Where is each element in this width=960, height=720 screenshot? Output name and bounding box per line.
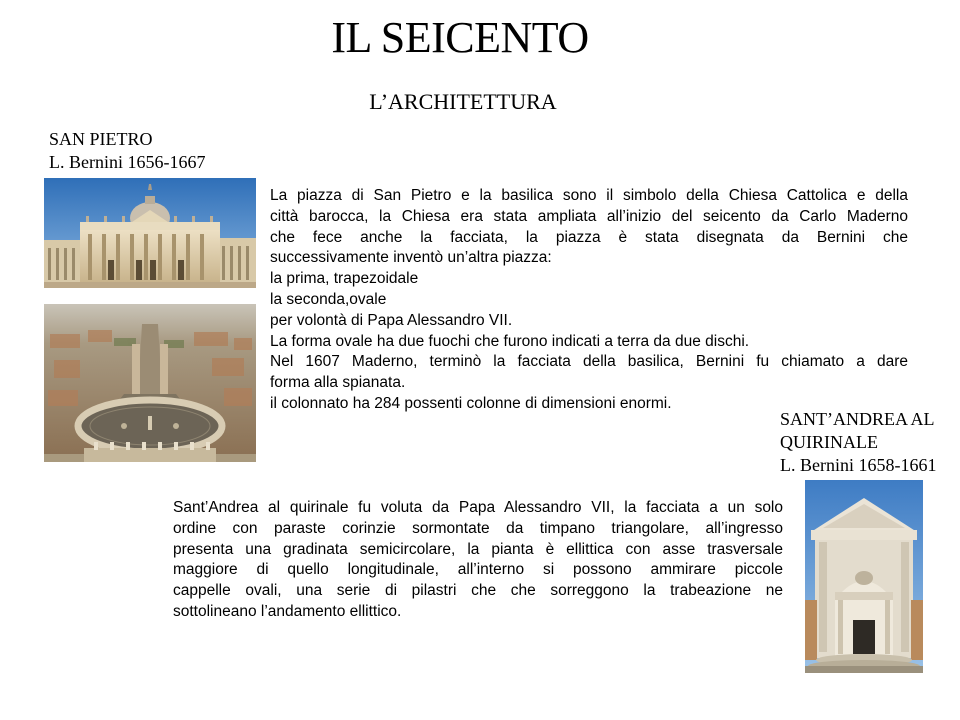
san-pietro-caption-author: L. Bernini 1656-1667 bbox=[49, 152, 206, 172]
santandrea-description bbox=[173, 498, 783, 623]
piazza-san-pietro-aerial-photo bbox=[44, 304, 256, 462]
page-subtitle: L’ARCHITETTURA bbox=[369, 89, 557, 114]
san-pietro-caption bbox=[49, 128, 205, 174]
text-line: Nel 1607 Maderno, terminò la facciata della basilica, Bernini fu chiamato a dare bbox=[270, 353, 908, 371]
san-pietro-facade-photo bbox=[44, 178, 256, 288]
text-line: maggiore di quello longitudinale, all’interno si possono ammirare piccole bbox=[173, 561, 783, 579]
santandrea-caption-title-cont: QUIRINALE bbox=[780, 432, 878, 452]
text-line: La forma ovale ha due fuochi che furono indicati a terra da due dischi. bbox=[270, 332, 750, 350]
text-line: successivamente inventò un’altra piazza: bbox=[270, 249, 552, 267]
santandrea-caption-title: SANT’ANDREA AL bbox=[780, 409, 935, 429]
text-line: che fece anche la facciata, la piazza è stata disegnata da Bernini che bbox=[270, 228, 908, 246]
text-line: presenta una gradinata semicircolare, la pianta è ellittica con asse trasversale bbox=[173, 540, 783, 558]
text-line: forma alla spianata. bbox=[270, 374, 406, 392]
text-line: per volontà di Papa Alessandro VII. bbox=[270, 311, 513, 329]
san-pietro-caption-title: SAN PIETRO bbox=[49, 129, 153, 149]
text-line: città barocca, la Chiesa era stata ampliata all’inizio del seicento da Carlo Maderno bbox=[270, 207, 908, 225]
text-line: sottolineano l’andamento ellittico. bbox=[173, 602, 402, 620]
text-line: il colonnato ha 284 possenti colonne di dimensioni enormi. bbox=[270, 394, 672, 412]
santandrea-facade-photo bbox=[805, 480, 923, 673]
text-line: la seconda,ovale bbox=[270, 290, 387, 308]
text-line: La piazza di San Pietro e la basilica sono il simbolo della Chiesa Cattolica e della bbox=[270, 187, 908, 204]
text-line: la prima, trapezoidale bbox=[270, 270, 419, 288]
santandrea-caption bbox=[780, 408, 960, 477]
text-line: ordine con paraste corinzie sormontate da timpano triangolare, all’ingresso bbox=[173, 519, 783, 537]
santandrea-caption-author: L. Bernini 1658-1661 bbox=[780, 455, 937, 475]
page-title: IL SEICENTO bbox=[331, 13, 589, 62]
text-line: Sant’Andrea al quirinale fu voluta da Papa Alessandro VII, la facciata a un solo bbox=[173, 499, 783, 516]
san-pietro-description bbox=[270, 186, 908, 415]
text-line: cappelle ovali, una serie di pilastri che che sorreggono la trabeazione ne bbox=[173, 582, 783, 600]
